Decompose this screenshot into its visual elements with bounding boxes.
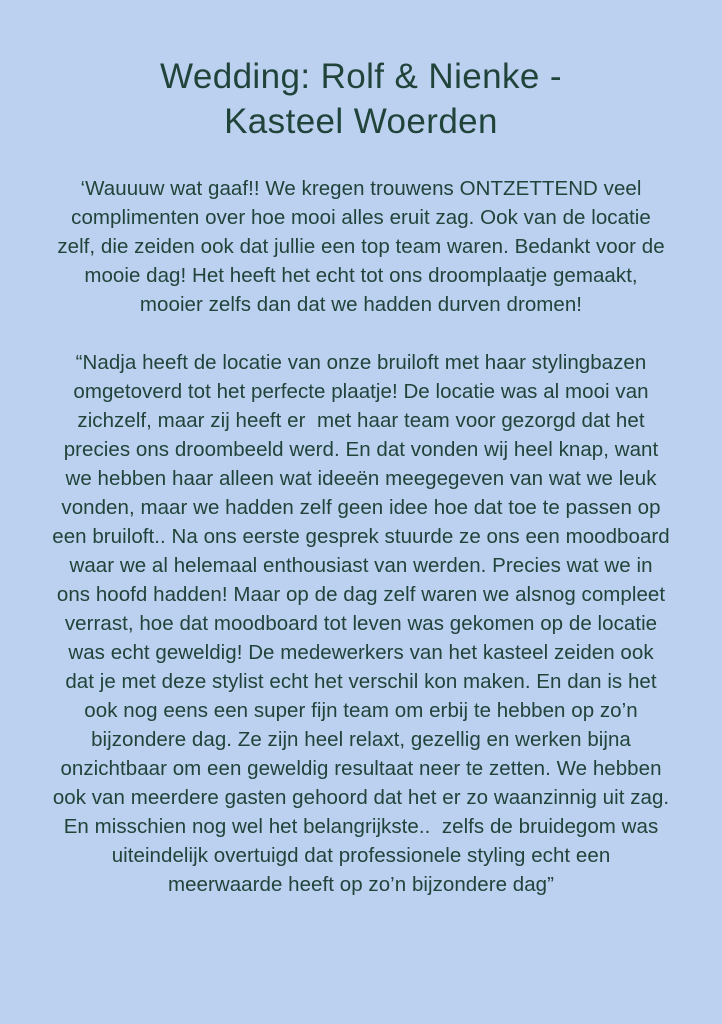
testimonial-body <box>0 174 722 899</box>
page-title-line-1: Wedding: Rolf & Nienke - <box>160 57 562 96</box>
page-title-line-2: Kasteel Woerden <box>224 102 498 141</box>
page-title <box>0 0 722 144</box>
testimonial-quote-first: ‘Wauuuw wat gaaf!! We kregen trouwens ONTZETTEND veel complimenten over hoe mooi alles eruit zag. Ook van de locatie zelf, die zeiden ook dat jullie een top team waren. Bedankt voor de mooie dag! Het heeft het echt tot ons droomplaatje gemaakt, mooier zelfs dan dat we hadden durven dromen! <box>57 177 671 316</box>
testimonial-quote-second: “Nadja heeft de locatie van onze bruiloft met haar stylingbazen omgetoverd tot het perfecte plaatje! De locatie was al mooi van zichzelf, maar zij heeft er met haar team voor gezorgd dat het precies ons droombeeld werd. En dat vonden wij heel knap, want we hebben haar alleen wat ideeën meegegeven van wat we leuk vonden, maar we hadden zelf geen idee hoe dat toe te passen op een bruiloft.. Na ons eerste gesprek stuurde ze ons een moodboard waar we al helemaal enthousiast van werden. Precies wat we in ons hoofd hadden! Maar op de dag zelf waren we alsnog compleet verrast, hoe dat moodboard tot leven was gekomen op de locatie was echt geweldig! De medewerkers van het kasteel zeiden ook dat je met deze stylist echt het verschil kon maken. En dan is het ook nog eens een super fijn team om erbij te hebben op zo’n bijzondere dag. Ze zijn heel relaxt, gezellig en werken bijna onzichtbaar om een geweldig resultaat neer te zetten. We hebben ook van meerdere gasten gehoord dat het er zo waanzinnig uit zag. En misschien nog wel het belangrijkste.. zelfs de bruidegom was uiteindelijk overtuigd dat professionele styling echt een meerwaarde heeft op zo’n bijzondere dag” <box>52 351 676 896</box>
